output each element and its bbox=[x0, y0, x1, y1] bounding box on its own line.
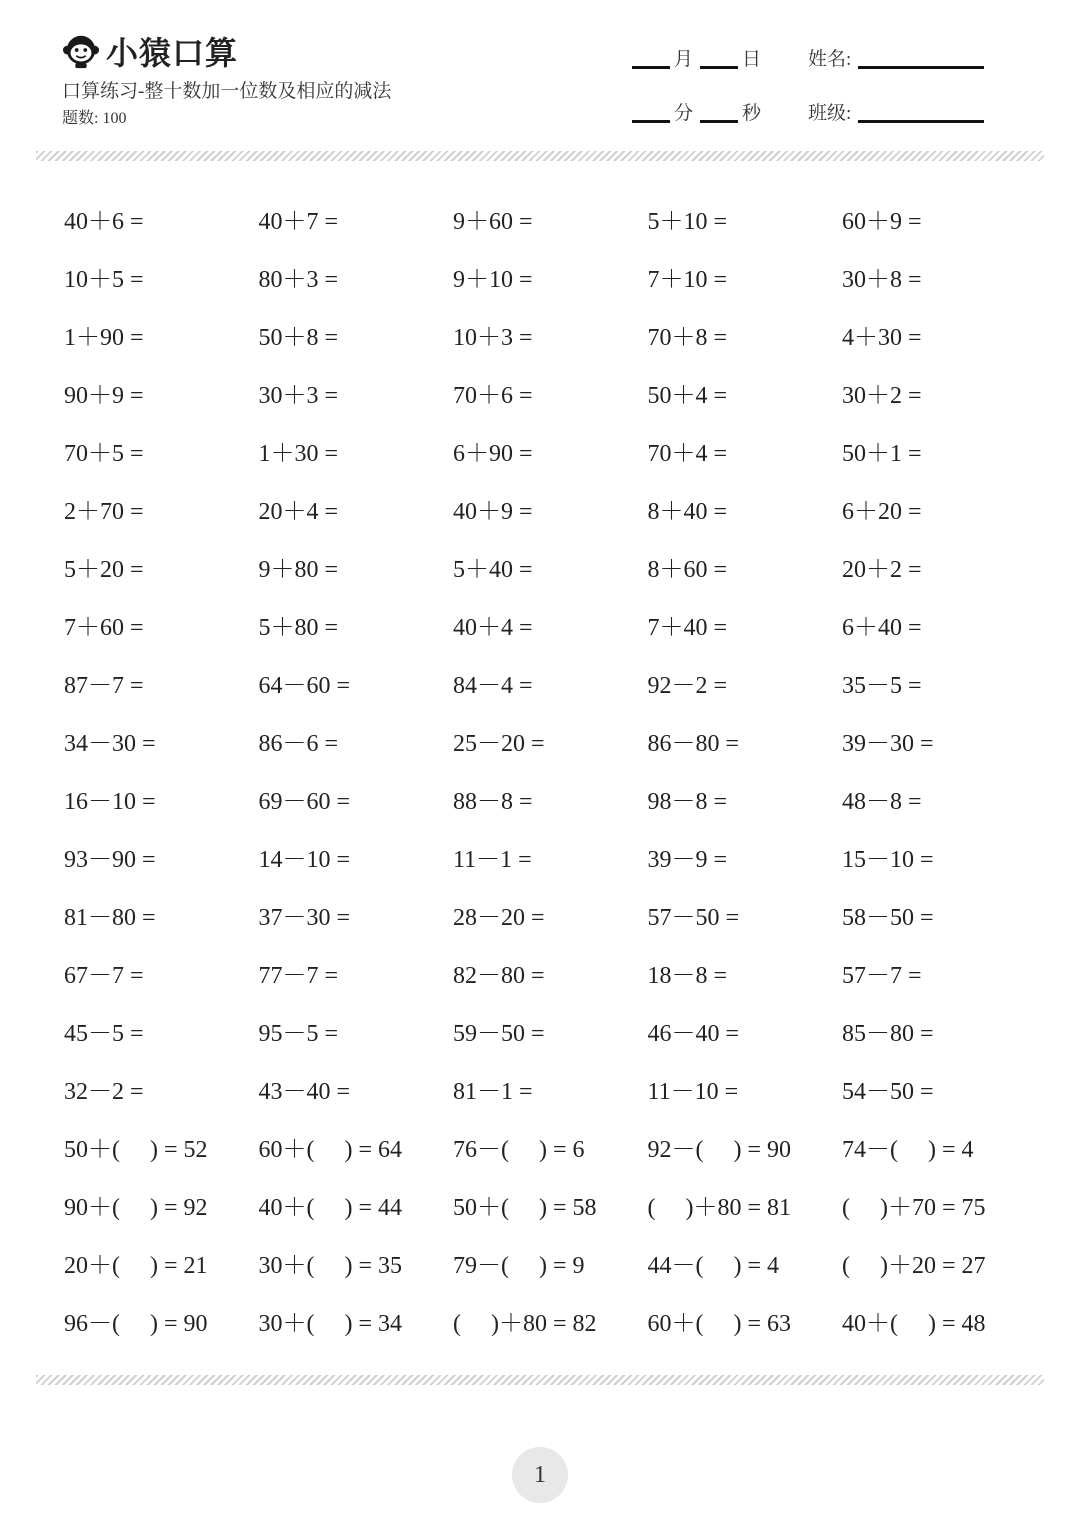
name-label: 姓名: bbox=[808, 49, 852, 70]
problem-item: 15－10 = bbox=[842, 847, 934, 873]
problem-item: 80＋3 = bbox=[258, 267, 339, 293]
problem-item: 90＋9 = bbox=[64, 383, 144, 409]
problem-item: 6＋40 = bbox=[842, 615, 922, 641]
problem-item: 30＋8 = bbox=[842, 267, 922, 293]
problem-item: 98－8 = bbox=[647, 789, 728, 815]
problem-item: 14－10 = bbox=[258, 847, 351, 873]
problem-grid bbox=[64, 193, 1037, 1353]
problem-item: 90＋( ) = 92 bbox=[64, 1195, 208, 1221]
problem-item: 30＋( ) = 34 bbox=[258, 1311, 403, 1337]
problem-item: 20＋2 = bbox=[842, 557, 922, 583]
problem-item: 60＋9 = bbox=[842, 209, 922, 235]
problem-item: 60＋( ) = 63 bbox=[647, 1311, 792, 1337]
problem-item: 10＋3 = bbox=[453, 325, 533, 351]
problem-count-value: 100 bbox=[102, 110, 127, 127]
worksheet-title: 口算练习-整十数加一位数及相应的减法 bbox=[62, 81, 392, 102]
problem-item: 1＋90 = bbox=[64, 325, 144, 351]
problem-item: 76－( ) = 6 bbox=[453, 1137, 585, 1163]
problem-item: 7＋10 = bbox=[647, 267, 728, 293]
problem-item: 8＋60 = bbox=[647, 557, 728, 583]
problem-item: 40＋6 = bbox=[64, 209, 144, 235]
problem-item: ( )＋80 = 82 bbox=[453, 1311, 597, 1337]
problem-item: 44－( ) = 4 bbox=[647, 1253, 780, 1279]
brand-logo bbox=[62, 28, 238, 74]
minute-blank[interactable] bbox=[632, 100, 670, 123]
problem-item: 4＋30 = bbox=[842, 325, 922, 351]
problem-item: 81－80 = bbox=[64, 905, 156, 931]
problem-count-label: 题数: bbox=[62, 110, 99, 127]
problem-item: 60＋( ) = 64 bbox=[258, 1137, 403, 1163]
problem-item: 20＋4 = bbox=[258, 499, 339, 525]
problem-item: 95－5 = bbox=[258, 1021, 339, 1047]
brand-name: 小猿口算 bbox=[106, 34, 239, 72]
problem-item: 46－40 = bbox=[647, 1021, 740, 1047]
problem-item: 74－( ) = 4 bbox=[842, 1137, 974, 1163]
problem-item: 7＋40 = bbox=[647, 615, 728, 641]
problem-item: 37－30 = bbox=[258, 905, 351, 931]
problem-item: 50＋4 = bbox=[647, 383, 728, 409]
problem-item: 11－1 = bbox=[453, 847, 532, 873]
problem-item: 40＋( ) = 44 bbox=[258, 1195, 403, 1221]
problem-item: 39－30 = bbox=[842, 731, 934, 757]
problem-item: 93－90 = bbox=[64, 847, 156, 873]
problem-item: 5＋80 = bbox=[258, 615, 339, 641]
problem-item: 2＋70 = bbox=[64, 499, 144, 525]
problem-item: 69－60 = bbox=[258, 789, 351, 815]
problem-item: 50＋8 = bbox=[258, 325, 339, 351]
day-label: 日 bbox=[742, 49, 762, 70]
problem-item: ( )＋20 = 27 bbox=[842, 1253, 986, 1279]
problem-item: 8＋40 = bbox=[647, 499, 728, 525]
problem-item: 34－30 = bbox=[64, 731, 156, 757]
problem-item: 77－7 = bbox=[258, 963, 339, 989]
problem-item: 30＋3 = bbox=[258, 383, 339, 409]
class-label: 班级: bbox=[808, 103, 852, 124]
problem-count bbox=[62, 105, 126, 128]
problem-item: 6＋90 = bbox=[453, 441, 533, 467]
problem-item: 1＋30 = bbox=[258, 441, 339, 467]
problem-item: 20＋( ) = 21 bbox=[64, 1253, 208, 1279]
problem-item: 28－20 = bbox=[453, 905, 545, 931]
problem-item: 88－8 = bbox=[453, 789, 533, 815]
problem-item: 50＋( ) = 52 bbox=[64, 1137, 208, 1163]
problem-item: 32－2 = bbox=[64, 1079, 144, 1105]
problem-item: 35－5 = bbox=[842, 673, 922, 699]
problem-item: 16－10 = bbox=[64, 789, 156, 815]
problem-item: 70＋8 = bbox=[647, 325, 728, 351]
second-blank[interactable] bbox=[700, 100, 738, 123]
problem-item: 18－8 = bbox=[647, 963, 728, 989]
problem-item: ( )＋70 = 75 bbox=[842, 1195, 986, 1221]
month-label: 月 bbox=[674, 49, 694, 70]
problem-item: 67－7 = bbox=[64, 963, 144, 989]
problem-item: 50＋( ) = 58 bbox=[453, 1195, 597, 1221]
problem-item: 70＋4 = bbox=[647, 441, 728, 467]
worksheet-header bbox=[0, 0, 1080, 150]
problem-item: 7＋60 = bbox=[64, 615, 144, 641]
name-blank[interactable] bbox=[858, 46, 984, 69]
problem-item: 57－7 = bbox=[842, 963, 922, 989]
student-info-fields bbox=[630, 40, 1010, 148]
problem-item: 48－8 = bbox=[842, 789, 922, 815]
problem-item: 59－50 = bbox=[453, 1021, 545, 1047]
day-blank[interactable] bbox=[700, 46, 738, 69]
problem-item: 87－7 = bbox=[64, 673, 144, 699]
month-blank[interactable] bbox=[632, 46, 670, 69]
problem-item: 9＋80 = bbox=[258, 557, 339, 583]
class-blank[interactable] bbox=[858, 100, 984, 123]
minute-label: 分 bbox=[674, 103, 694, 124]
problem-item: 40＋7 = bbox=[258, 209, 339, 235]
problem-item: 85－80 = bbox=[842, 1021, 934, 1047]
problem-item: 25－20 = bbox=[453, 731, 545, 757]
problem-item: 64－60 = bbox=[258, 673, 351, 699]
problem-item: 5＋20 = bbox=[64, 557, 144, 583]
problem-item: 5＋10 = bbox=[647, 209, 728, 235]
problem-item: 43－40 = bbox=[258, 1079, 351, 1105]
problem-item: 86－80 = bbox=[647, 731, 740, 757]
top-divider bbox=[36, 151, 1044, 161]
problem-item: 92－2 = bbox=[647, 673, 728, 699]
problem-item: 9＋10 = bbox=[453, 267, 533, 293]
problem-item: 57－50 = bbox=[647, 905, 740, 931]
problem-item: 92－( ) = 90 bbox=[647, 1137, 792, 1163]
bottom-divider bbox=[36, 1375, 1044, 1385]
page-number: 1 bbox=[512, 1447, 568, 1503]
problem-item: 11－10 = bbox=[647, 1079, 739, 1105]
problem-item: 5＋40 = bbox=[453, 557, 533, 583]
date-name-row bbox=[630, 40, 1010, 94]
problem-item: 50＋1 = bbox=[842, 441, 922, 467]
second-label: 秒 bbox=[742, 103, 762, 124]
problem-item: 96－( ) = 90 bbox=[64, 1311, 208, 1337]
monkey-icon bbox=[62, 32, 100, 70]
problem-item: 39－9 = bbox=[647, 847, 728, 873]
problem-item: 9＋60 = bbox=[453, 209, 533, 235]
problem-item: 6＋20 = bbox=[842, 499, 922, 525]
problem-item: 84－4 = bbox=[453, 673, 533, 699]
problem-item: 82－80 = bbox=[453, 963, 545, 989]
problem-item: 79－( ) = 9 bbox=[453, 1253, 585, 1279]
problem-item: 70＋5 = bbox=[64, 441, 144, 467]
problem-item: 40＋4 = bbox=[453, 615, 533, 641]
problem-item: 30＋2 = bbox=[842, 383, 922, 409]
problem-item: 86－6 = bbox=[258, 731, 339, 757]
problem-item: 81－1 = bbox=[453, 1079, 533, 1105]
problem-item: 30＋( ) = 35 bbox=[258, 1253, 403, 1279]
problem-item: 45－5 = bbox=[64, 1021, 144, 1047]
problem-item: 58－50 = bbox=[842, 905, 934, 931]
problem-item: 10＋5 = bbox=[64, 267, 144, 293]
problem-item: 40＋( ) = 48 bbox=[842, 1311, 986, 1337]
time-class-row bbox=[630, 94, 1010, 148]
problem-item: ( )＋80 = 81 bbox=[647, 1195, 792, 1221]
problem-item: 70＋6 = bbox=[453, 383, 533, 409]
problem-item: 40＋9 = bbox=[453, 499, 533, 525]
problem-item: 54－50 = bbox=[842, 1079, 934, 1105]
